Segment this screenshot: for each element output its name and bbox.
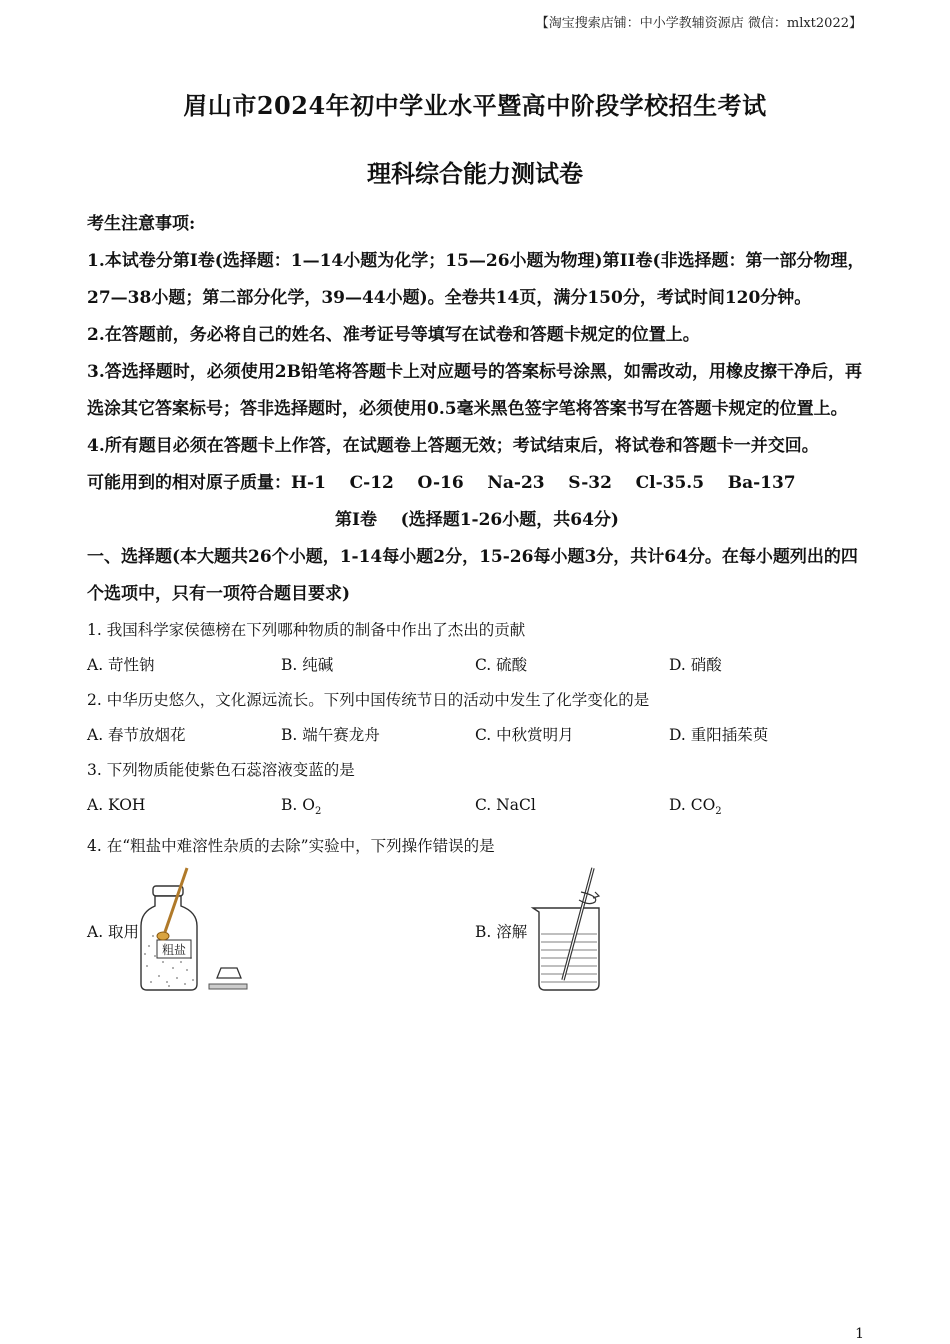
question-4: 4. 在“粗盐中难溶性杂质的去除”实验中，下列操作错误的是	[87, 837, 495, 856]
option-c: C. NaCl	[475, 796, 536, 814]
notice-item: 1.本试卷分第I卷(选择题：1—14小题为化学；15—26小题为物理)第II卷(非选择题：第一部分物理，27—38小题；第二部分化学，39—44小题)。全卷共14页，满分150分，考试时间120分钟。	[87, 251, 865, 308]
page-number: 1	[855, 1326, 864, 1342]
exam-title: 眉山市2024年初中学业水平暨高中阶段学校招生考试	[183, 91, 767, 120]
option-a: A. 取用	[87, 923, 140, 942]
option-c: C. 中秋赏明月	[475, 726, 574, 744]
beaker-figure	[529, 866, 619, 996]
option-d: D. $CO_2$	[669, 796, 722, 818]
notice-item: 3.答选择题时，必须使用2B铅笔将答题卡上对应题号的答案标号涂黑，如需改动，用橡皮擦干净后，再选涂其它答案标号；答非选择题时，必须使用0.5毫米黑色签字笔将答案书写在答题卡规定的位置上。	[87, 362, 862, 419]
option-b: B. $O_2$	[281, 796, 322, 818]
notice-item: 4.所有题目必须在答题卡上作答，在试题卷上答题无效；考试结束后，将试卷和答题卡一并交回。	[87, 436, 819, 456]
exam-content	[87, 206, 867, 1006]
question-4-figures	[87, 866, 867, 1006]
notice-item: 2.在答题前，务必将自己的姓名、准考证号等填写在试卷和答题卡规定的位置上。	[87, 325, 700, 345]
option-b: B. 溶解	[475, 923, 528, 942]
exam-subtitle: 理科综合能力测试卷	[367, 159, 583, 188]
part-title: 一、选择题(本大题共26个小题，1-14每小题2分，15-26每小题3分，共计64分。在每小题列出的四个选项中，只有一项符合题目要求)	[87, 547, 858, 604]
option-b: B. 端午赛龙舟	[281, 726, 380, 744]
option-d: D. 硝酸	[669, 656, 722, 674]
question-1: 1. 我国科学家侯德榜在下列哪种物质的制备中作出了杰出的贡献	[87, 621, 526, 639]
question-2-options	[87, 718, 867, 753]
salt-jar-figure	[137, 866, 252, 996]
page-header-ad: 【淘宝搜索店铺：中小学教辅资源店 微信：mlxt2022】	[535, 16, 862, 31]
jar-label: 粗盐	[161, 943, 187, 958]
option-a: A. 春节放烟花	[87, 726, 186, 744]
question-1-options	[87, 648, 867, 683]
option-d: D. 重阳插茱萸	[669, 726, 769, 744]
option-a: A. KOH	[87, 796, 146, 814]
section-title: 第I卷 (选择题1-26小题，共64分)	[335, 510, 619, 530]
option-a: A. 苛性钠	[87, 656, 155, 674]
option-b: B. 纯碱	[281, 656, 334, 674]
question-2: 2. 中华历史悠久，文化源远流长。下列中国传统节日的活动中发生了化学变化的是	[87, 691, 650, 709]
atomic-masses: 可能用到的相对原子质量：H-1 C-12 O-16 Na-23 S-32 Cl-35.5 Ba-137	[87, 473, 796, 493]
question-3: 3. 下列物质能使紫色石蕊溶液变蓝的是	[87, 761, 355, 779]
question-3-options	[87, 788, 867, 829]
notice-title: 考生注意事项:	[87, 214, 196, 234]
option-c: C. 硫酸	[475, 656, 528, 674]
